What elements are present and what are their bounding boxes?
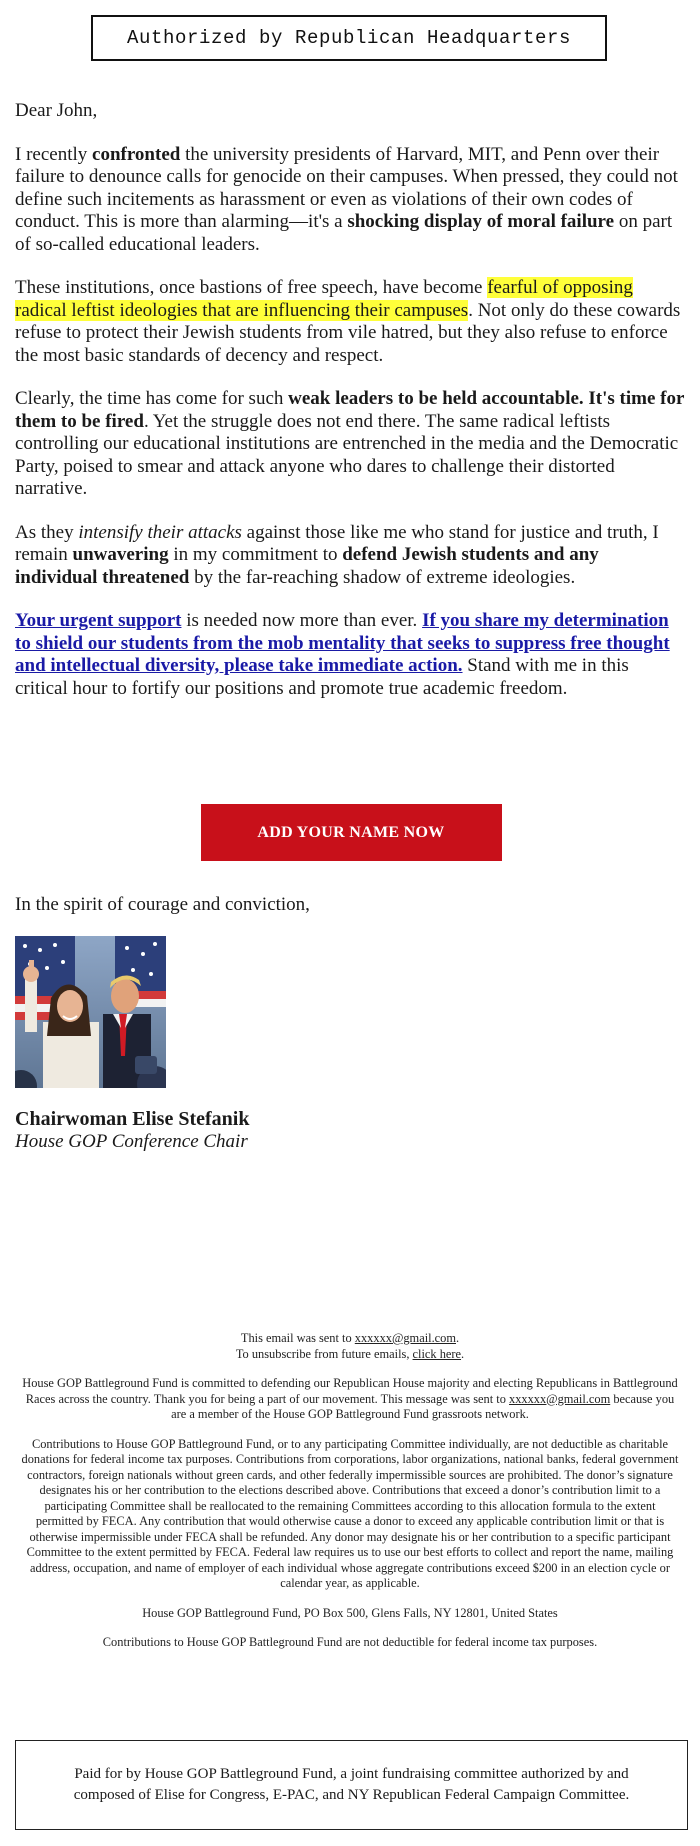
text: To unsubscribe from future emails, xyxy=(235,1346,413,1361)
text: . Yet the struggle does not end there. The same radical leftists controlling our educational institutions are entrenched in the media and the Democratic Party, poised to smear and attack anyone who dares to challenge their distorted narrative. xyxy=(15,410,679,499)
bold-text: unwavering xyxy=(72,544,169,565)
text: . Not only do these cowards refuse to protect their Jewish students from vile hatred, but they also refuse to enforce the most basic standards of decency and respect. xyxy=(15,299,681,366)
text: against those like me who stand for justice and truth, I remain xyxy=(15,521,659,565)
take-action-link[interactable]: If you share my determination to shield our students from the mob mentality that seeks to suppress free thought and intellectual diversity, please take immediate action. xyxy=(15,610,670,676)
urgent-support-link[interactable]: Your urgent support xyxy=(15,610,182,631)
text: by the far-reaching shadow of extreme ideologies. xyxy=(189,566,576,588)
photo-illustration xyxy=(15,936,166,1088)
text: is needed now more than ever. xyxy=(181,610,423,631)
text: As they xyxy=(15,521,79,543)
text: I recently xyxy=(15,143,93,165)
sent-to-block xyxy=(20,1331,680,1362)
signer-title: House GOP Conference Chair xyxy=(15,1131,248,1152)
recipient-email-link[interactable]: xxxxxx@gmail.com xyxy=(354,1331,457,1345)
bold-text: defend Jewish students and any individual threatened xyxy=(15,544,599,588)
signer-name: Chairwoman Elise Stefanik xyxy=(15,1108,250,1130)
add-your-name-button[interactable]: ADD YOUR NAME NOW xyxy=(201,804,502,861)
text: These institutions, once bastions of free speech, have become xyxy=(15,277,488,298)
about-email-link[interactable]: xxxxxx@gmail.com xyxy=(509,1391,611,1406)
bold-text: confronted xyxy=(92,143,181,165)
paid-for-text: Paid for by House GOP Battleground Fund, a joint fundraising committee authorized by and composed of Elise for Congress, E-PAC, and NY Republican Federal Campaign Committee. xyxy=(73,1766,630,1803)
text: This email was sent to xyxy=(240,1331,355,1345)
text: the university presidents of Harvard, MIT, and Penn over their failure to denounce calls for genocide on their campuses. When pressed, they could not define such incitements as harassment or even as violations of their own codes of conduct. This is more than alarming—it's a xyxy=(15,143,678,232)
text: . xyxy=(456,1331,460,1345)
mailing-address: House GOP Battleground Fund, PO Box 500, Glens Falls, NY 12801, United States xyxy=(142,1605,558,1620)
paid-for-box xyxy=(15,1740,688,1830)
text: on part of so-called educational leaders. xyxy=(15,211,673,255)
paragraph-1 xyxy=(15,144,685,257)
bold-text: weak leaders to be held accountable. It's time for them to be fired xyxy=(15,388,685,432)
closing-line: In the spirit of courage and conviction, xyxy=(15,894,310,915)
paragraph-2 xyxy=(15,277,685,367)
signer-photo xyxy=(15,936,166,1088)
italic-text: intensify their attacks xyxy=(78,521,242,543)
paragraph-3 xyxy=(15,388,685,501)
text: in my commitment to xyxy=(168,544,343,565)
authorized-by-box xyxy=(91,15,607,61)
text: Clearly, the time has come for such xyxy=(15,388,289,409)
legal-disclaimer: Contributions to House GOP Battleground Fund, or to any participating Committee individually, are not deductible as charitable donations for federal income tax purposes. Contributions from corporations, labor organizations, national banks, federal government contractors, foreign nationals without green cards, and other federally impermissible sources are prohibited. The donor’s signature designates his or her contribution to the elections described above. Contributions that exceed a donor’s contribution limit to a participating Committee shall be reallocated to the remaining Committees according to this allocation formula to the extent permitted by FECA. Any contribution that would otherwise cause a donor to exceed any applicable contribution limit or that is otherwise impermissible under FECA shall be refunded. Any donor may designate his or her contribution to a specific participant Committee to the extent permitted by FECA. Federal law requires us to use our best efforts to collect and report the name, mailing address, occupation, and name of employer of each individual whose aggregate contributions exceed $200 in an election cycle or calendar year, as applicable. xyxy=(21,1436,679,1590)
text: because you are a member of the House GOP Battleground Fund grassroots network. xyxy=(171,1391,675,1421)
paragraph-5 xyxy=(15,610,685,700)
text: . xyxy=(461,1346,465,1361)
tax-note: Contributions to House GOP Battleground Fund are not deductible for federal income tax purposes. xyxy=(102,1635,598,1649)
footer xyxy=(20,1331,680,1665)
cta-row xyxy=(0,804,700,861)
authorized-text: Authorized by Republican Headquarters xyxy=(126,27,572,49)
greeting: Dear John, xyxy=(15,100,98,121)
about-block xyxy=(20,1376,680,1423)
unsubscribe-link[interactable]: click here xyxy=(412,1346,462,1361)
highlighted-text: fearful of opposing radical leftist ideologies that are influencing their campuses xyxy=(15,277,633,321)
text: Stand with me in this critical hour to fortify our positions and promote true academic freedom. xyxy=(15,655,629,699)
paragraph-4 xyxy=(15,522,685,590)
text: House GOP Battleground Fund is committed to defending our Republican House majority and electing Republicans in Battleground Races across the country. Thank you for being a part of our movement. This message was sent to xyxy=(22,1376,678,1406)
letter xyxy=(15,100,685,721)
bold-text: shocking display of moral failure xyxy=(347,211,615,232)
